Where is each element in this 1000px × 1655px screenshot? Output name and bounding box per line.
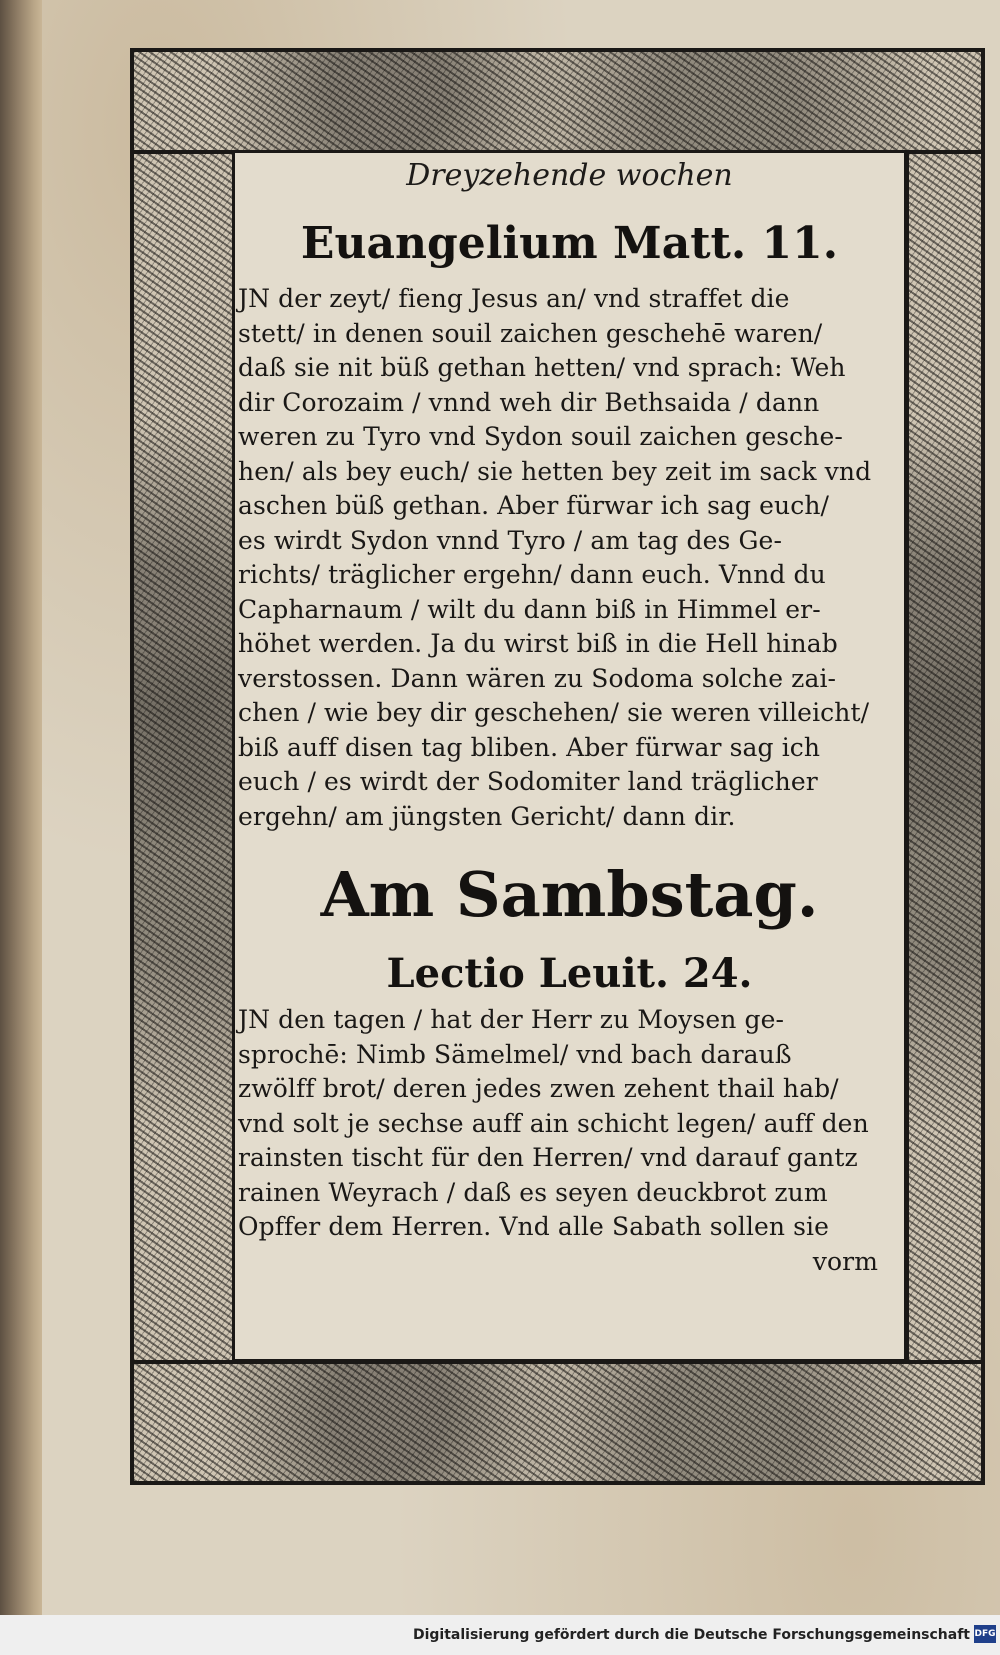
text-line: weren zu Tyro vnd Sydon souil zaichen gesche- — [238, 422, 843, 451]
text-line: euch / es wirdt der Sodomiter land träglicher — [238, 767, 818, 796]
running-header: Dreyzehende wochen — [406, 158, 733, 193]
text-line: hen/ als bey euch/ sie hetten bey zeit im sack vnd — [238, 456, 872, 486]
text-line: aschen büß gethan. Aber fürwar ich sag euch/ — [238, 491, 830, 520]
text-line: ergehn/ am jüngsten Gericht/ dann dir. — [238, 801, 736, 831]
text-line: daß sie nit büß gethan hetten/ vnd sprach: Weh — [238, 353, 846, 382]
text-line: rainsten tischt für den Herren/ vnd darauf gantz — [238, 1143, 858, 1172]
text-line: höhet werden. Ja du wirst biß in die Hell hinab — [238, 629, 838, 658]
dfg-logo-icon: DFG — [974, 1625, 996, 1643]
text-line: chen / wie bey dir geschehen/ sie weren villeicht/ — [238, 698, 870, 727]
text-line: stett/ in denen souil zaichen geschehē waren/ — [238, 318, 823, 348]
text-line: zwölff brot/ deren jedes zwen zehent thail hab/ — [238, 1074, 839, 1103]
text-line: Opffer dem Herren. Vnd alle Sabath sollen sie — [238, 1212, 830, 1241]
woodcut-border-top — [130, 48, 985, 156]
text-line: JN den tagen / hat der Herr zu Moysen ge- — [238, 1005, 785, 1034]
text-line: verstossen. Dann wären zu Sodoma solche zai- — [238, 663, 837, 693]
section-title-gospel: Euangelium Matt. 11. — [300, 218, 839, 269]
text-line: es wirdt Sydon vnnd Tyro / am tag des Ge- — [238, 525, 783, 555]
footer-credit: Digitalisierung gefördert durch die Deutsche Forschungsgemeinschaft — [412, 1627, 970, 1643]
text-line: rainen Weyrach / daß es seyen deuckbrot zum — [238, 1177, 828, 1207]
text-line: dir Corozaim / vnnd weh dir Bethsaida / dann — [238, 387, 820, 417]
gospel-text — [238, 282, 878, 834]
lectio-text — [238, 1003, 878, 1279]
woodcut-border-left — [130, 150, 238, 1365]
section-title-saturday: Am Sambstag. — [320, 858, 819, 931]
woodcut-border-bottom — [130, 1360, 985, 1485]
footer-bar — [0, 1615, 1000, 1655]
text-line: biß auff disen tag bliben. Aber fürwar sag ich — [238, 732, 821, 762]
text-line: sprochē: Nimb Sämelmel/ vnd bach darauß — [238, 1039, 792, 1069]
section-title-lectio: Lectio Leuit. 24. — [386, 950, 753, 997]
text-line: vnd solt je sechse auff ain schicht legen/ auff den — [238, 1108, 869, 1138]
text-line: Capharnaum / wilt du dann biß in Himmel er- — [238, 594, 821, 624]
text-line: JN der zeyt/ fieng Jesus an/ vnd straffet die — [238, 284, 790, 313]
text-line: richts/ träglicher ergehn/ dann euch. Vnnd du — [238, 560, 826, 589]
woodcut-border-right — [905, 150, 985, 1365]
catchword: vorm — [812, 1246, 878, 1276]
book-edge — [0, 0, 42, 1615]
